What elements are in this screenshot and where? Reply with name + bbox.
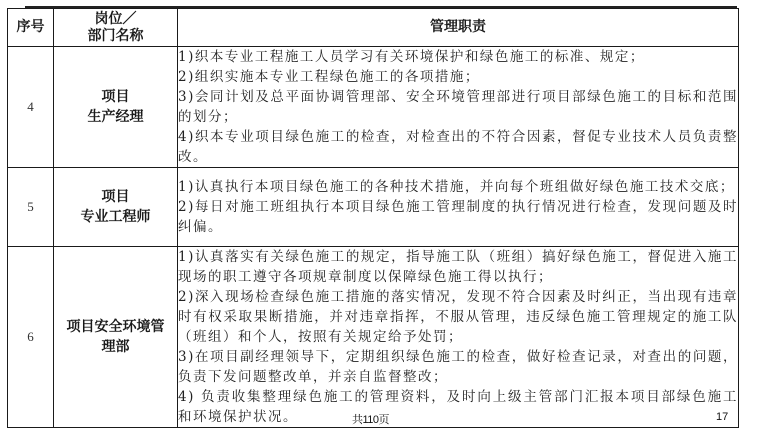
duty-item: 2)组织实施本专业工程绿色施工的各项措施； xyxy=(178,69,480,85)
duty-item: 1)认真落实有关绿色施工的规定，指导施工队（班组）搞好绿色施工，督促进入施工现场的职工遵守各项规章制度以保障绿色施工得以执行； xyxy=(178,249,738,285)
duty-item: 3)在项目副经理领导下，定期组织绿色施工的检查，做好检查记录，对查出的问题，负责下发问题整改单，并亲自监督整改； xyxy=(178,349,738,385)
role-line2: 理部 xyxy=(101,339,130,355)
role-name xyxy=(54,47,178,168)
role-line2: 生产经理 xyxy=(87,109,144,125)
header-role-line2: 部门名称 xyxy=(87,27,144,44)
header-no: 序号 xyxy=(8,9,54,47)
role-line1: 项目 xyxy=(101,89,130,105)
header-duty: 管理职责 xyxy=(178,9,739,47)
table-header-row xyxy=(8,9,739,47)
duty-item: 2)深入现场检查绿色施工措施的落实情况，发现不符合因素及时纠正，当出现有违章时有权采取果断措施，并对违章指挥，不服从管理，违反绿色施工管理规定的施工队（班组）和个人，按照有关规定给予处罚； xyxy=(178,289,738,345)
role-line1: 项目 xyxy=(101,189,130,205)
table-row xyxy=(8,247,739,428)
role-line2: 专业工程师 xyxy=(80,209,151,225)
header-role xyxy=(54,9,178,47)
row-number: 6 xyxy=(8,247,54,428)
row-number: 4 xyxy=(8,47,54,168)
duty-cell xyxy=(178,247,739,428)
duty-item: 2)每日对施工班组执行本项目绿色施工管理制度的执行情况进行检查，发现问题及时纠偏。 xyxy=(178,199,738,235)
duty-item: 3)会同计划及总平面协调管理部、安全环境管理部进行项目部绿色施工的目标和范围的划分； xyxy=(178,89,738,125)
duty-item: 1)织本专业工程施工人员学习有关环境保护和绿色施工的标准、规定； xyxy=(178,49,645,65)
management-duty-table xyxy=(7,8,739,428)
duty-item: 4) 负责收集整理绿色施工的管理资料，及时向上级主管部门汇报本项目部绿色施工和环境保护状况。 xyxy=(178,389,738,425)
role-name xyxy=(54,247,178,428)
duty-cell xyxy=(178,47,739,168)
role-name xyxy=(54,168,178,247)
page-number: 17 xyxy=(716,411,729,423)
page-total-label: 共110页 xyxy=(352,414,390,426)
role-line1: 项目安全环境管 xyxy=(66,319,165,335)
row-number: 5 xyxy=(8,168,54,247)
duty-item: 1)认真执行本项目绿色施工的各种技术措施，并向每个班组做好绿色施工技术交底； xyxy=(178,179,735,195)
header-role-line1: 岗位／ xyxy=(94,10,137,27)
duty-item: 4)织本专业项目绿色施工的检查，对检查出的不符合因素，督促专业技术人员负责整改。 xyxy=(178,129,738,165)
duty-cell xyxy=(178,168,739,247)
table-row xyxy=(8,168,739,247)
table-row xyxy=(8,47,739,168)
